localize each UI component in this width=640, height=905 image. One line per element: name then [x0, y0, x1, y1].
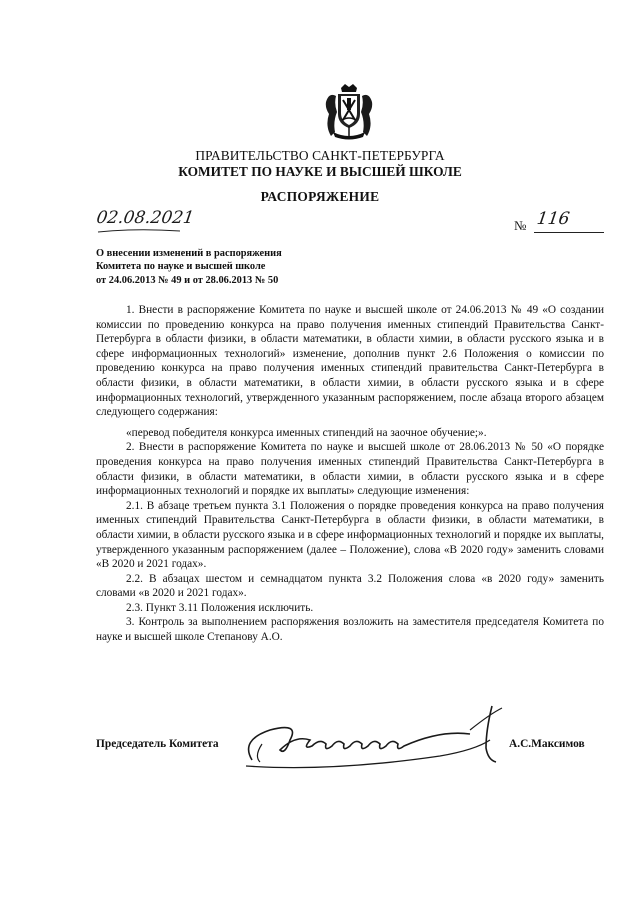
handwritten-date: 02.08.2021 — [95, 208, 196, 228]
paragraph-1-quote: «перевод победителя конкурса именных стипендий на заочное обучение;». — [126, 426, 487, 439]
signatory-title: Председатель Комитета — [96, 738, 219, 750]
subject-line-1: О внесении изменений в распоряжения — [96, 248, 282, 259]
coat-of-arms-emblem — [323, 82, 375, 140]
handwritten-number: 116 — [535, 209, 571, 229]
paragraph-1: 1. Внести в распоряжение Комитета по науке и высшей школе от 24.06.2013 № 49 «О создании комиссии по проведению конкурса на право получения именных стипендий Правительства Санкт-Петербурга в области физики, в области математики, в области химии, в области русского языка и в сфере информационных технологий» изменение, дополнив пункт 2.6 Положения о комиссии по проведению конкурса на право получения именных стипендий правительства Санкт-Петербурга в области физики, в области математики, в области химии, в области русского языка и в сфере информационных технологий, утвержденного указанным распоряжением, после абзаца второго абзацем следующего содержания: — [96, 304, 604, 419]
handwritten-signature — [240, 700, 510, 780]
date-underline — [96, 226, 182, 236]
document-body — [96, 303, 604, 645]
paragraph-2-2: 2.2. В абзацах шестом и семнадцатом пункта 3.2 Положения слова «в 2020 году» заменить словами «в 2020 и 2021 годах». — [96, 572, 604, 600]
subject-line-3: от 24.06.2013 № 49 и от 28.06.2013 № 50 — [96, 274, 279, 286]
paragraph-2-3: 2.3. Пункт 3.11 Положения исключить. — [126, 601, 314, 614]
subject-block — [96, 247, 282, 287]
subject-line-2: Комитета по науке и высшей школе — [96, 261, 266, 273]
paragraph-2-1: 2.1. В абзаце третьем пункта 3.1 Положения о порядке проведения конкурса на право получения именных стипендий Правительства Санкт-Петербурга в области физики, в области математики, в области химии, в области русского языка и в сфере информационных технологий и порядке их выплаты, утвержденного указанным распоряжением (далее – Положение), слова «В 2020 году» заменить словами «В 2020 и 2021 годах». — [96, 499, 604, 571]
number-underline — [534, 232, 604, 233]
government-title: ПРАВИТЕЛЬСТВО САНКТ-ПЕТЕРБУРГА — [195, 148, 445, 163]
paragraph-2: 2. Внести в распоряжение Комитета по науке и высшей школе от 28.06.2013 № 50 «О порядке проведения конкурса на право получения именных стипендий Правительства Санкт-Петербурга в области физики, в области математики, в области химии, в области русского языка и в сфере информационных технологий и порядке их выплаты» следующие изменения: — [96, 441, 604, 498]
number-label: № — [514, 218, 527, 233]
committee-title: КОМИТЕТ ПО НАУКЕ И ВЫСШЕЙ ШКОЛЕ — [178, 164, 462, 179]
document-type: РАСПОРЯЖЕНИЕ — [260, 189, 380, 204]
paragraph-3: 3. Контроль за выполнением распоряжения возложить на заместителя председателя Комитета по науке и высшей школе Степанову А.О. — [96, 616, 604, 644]
signatory-name: А.С.Максимов — [509, 738, 585, 750]
